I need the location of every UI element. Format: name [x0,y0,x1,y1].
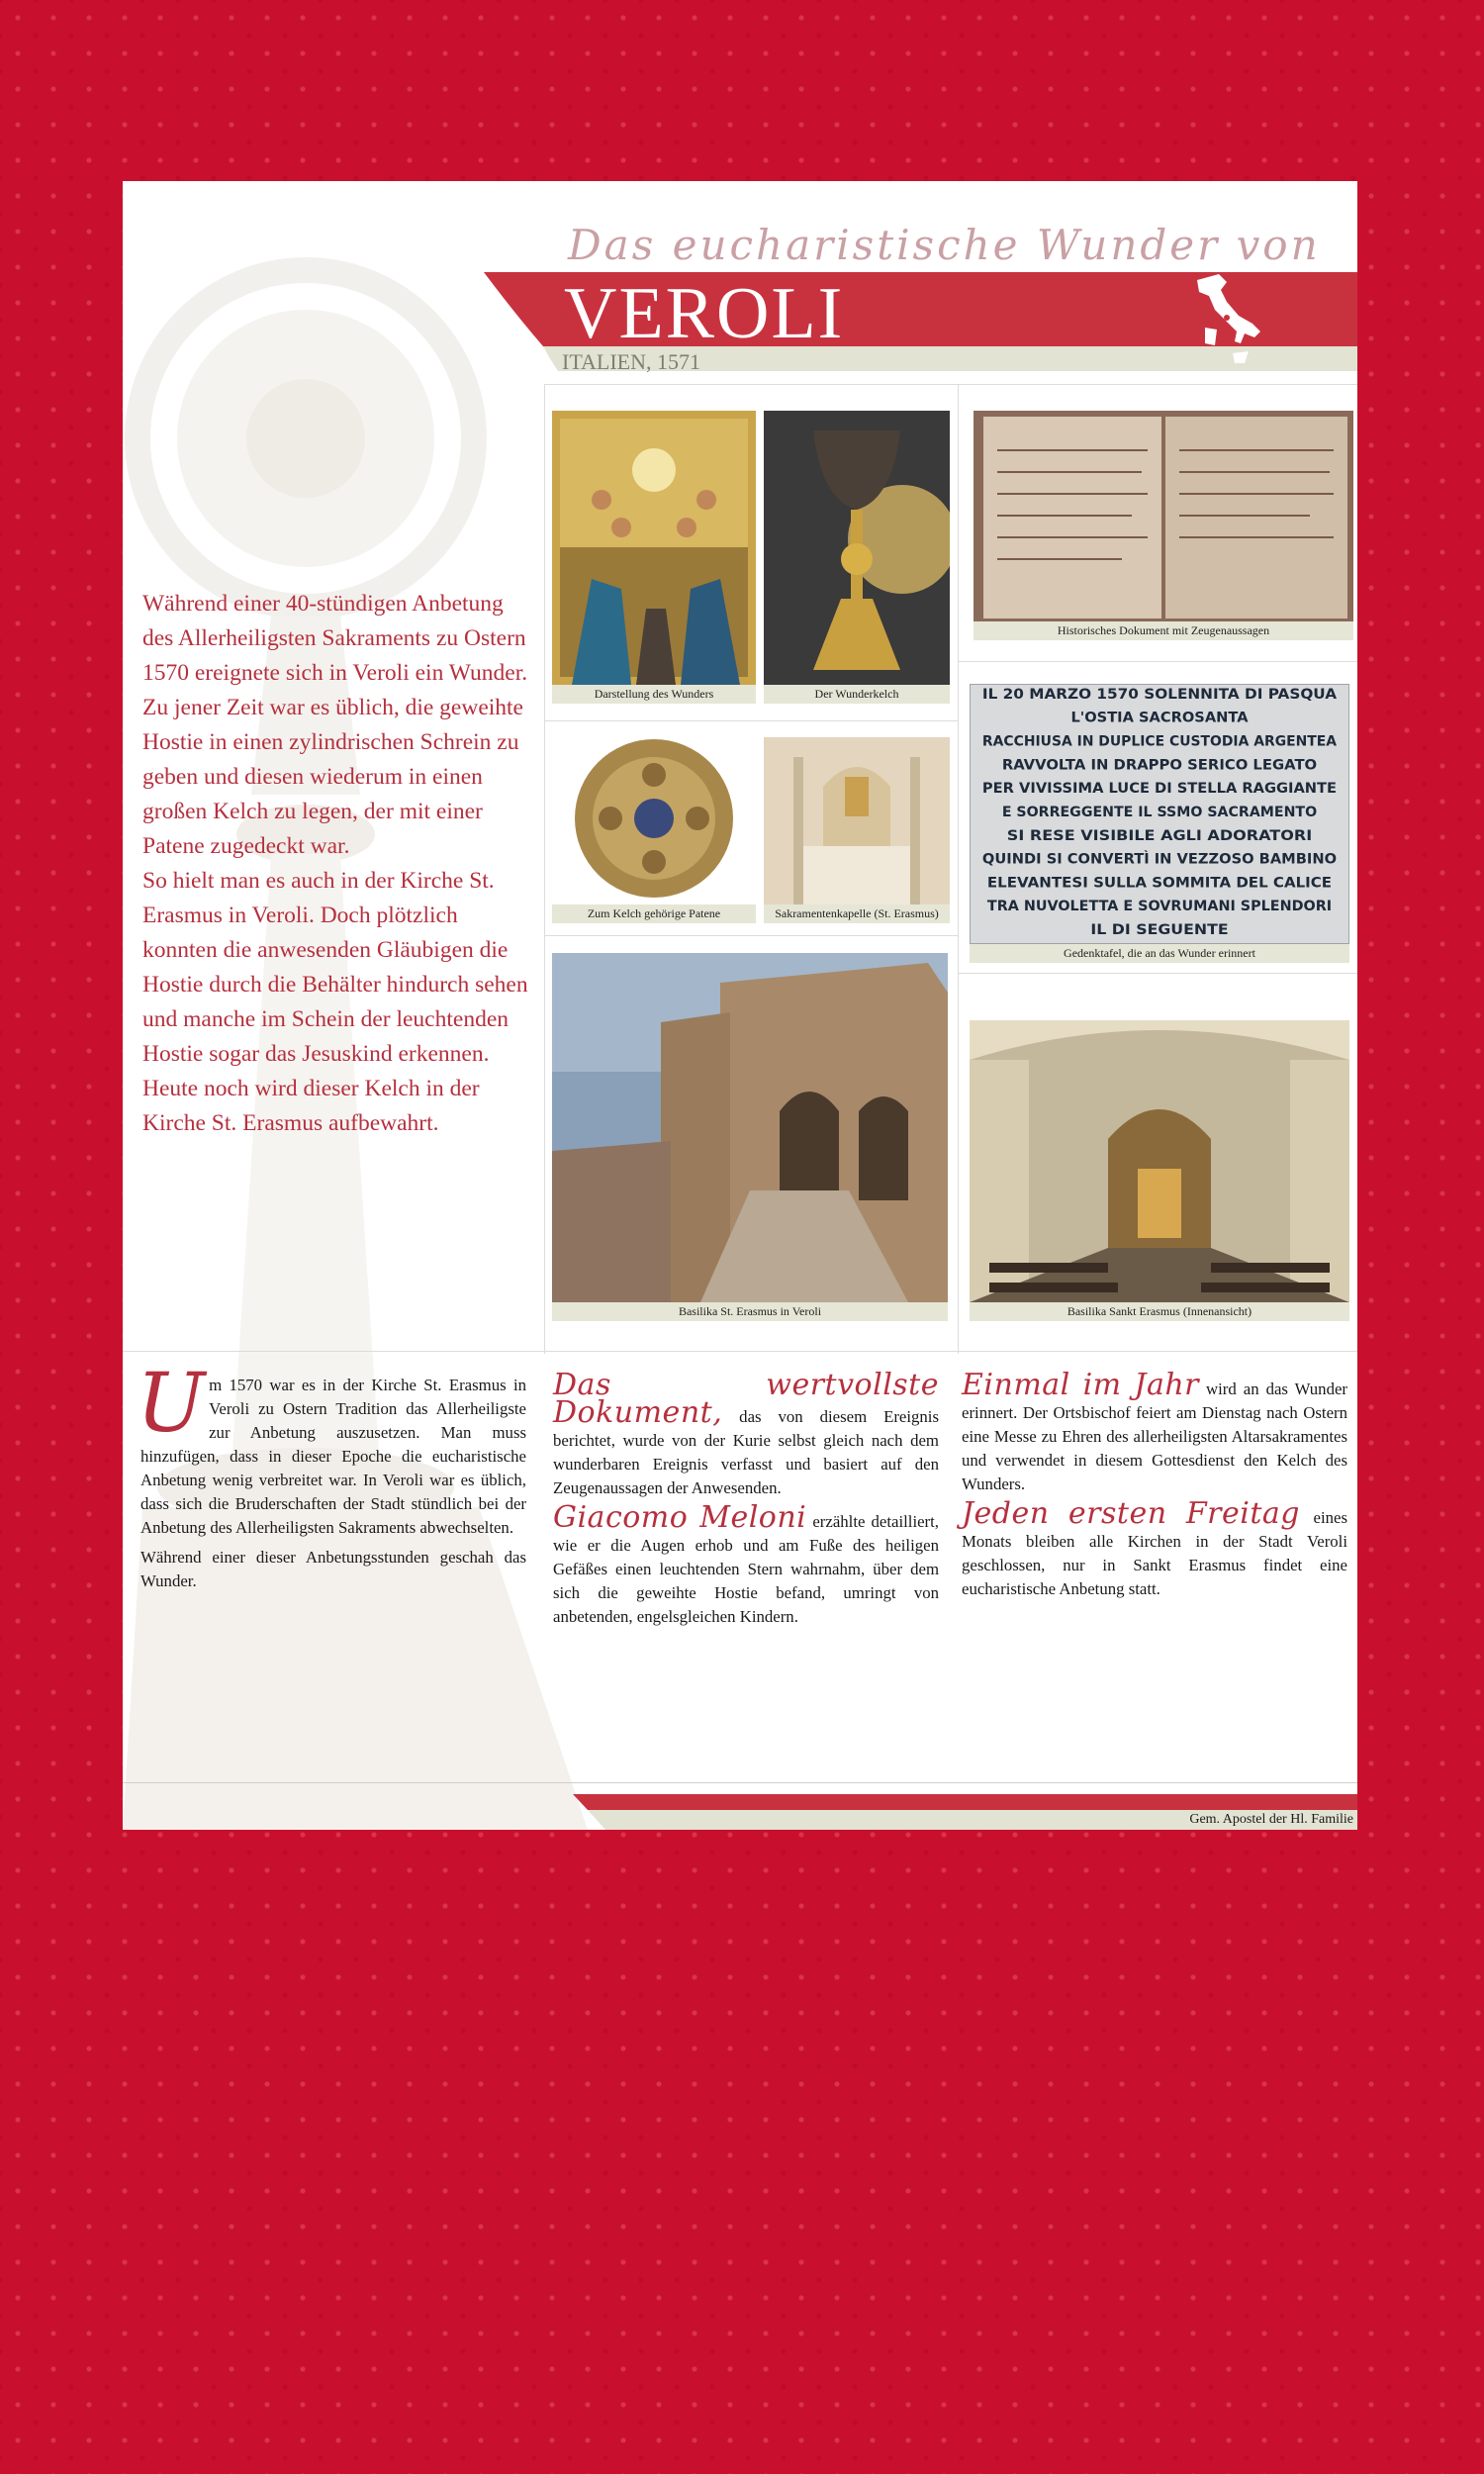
footer-credit: Gem. Apostel der Hl. Familie [1189,1812,1353,1827]
grid-divider [544,720,958,721]
text-column-1 [137,1357,526,1599]
plaque-line: QUINDI SI CONVERTÌ IN VEZZOSO BAMBINO [981,851,1320,868]
column-lead: Giacomo Meloni [553,1500,807,1535]
photo-caption: Historisches Dokument mit Zeugenaussagen [974,621,1353,640]
plaque-line: RACCHIUSA IN DUPLICE CUSTODIA ARGENTEA [981,733,1338,750]
column-lead: Jeden ersten Freitag [962,1496,1301,1531]
plaque-line: IL 20 MARZO 1570 SOLENNITA DI PASQUA [981,686,1338,703]
column-text: das von diesem Ereignis berichtet, wurde von der Kurie selbst gleich nach dem wunderbaren Ereignis verfasst und basiert auf den Zeugenaussagen der Anwesenden. [553,1407,939,1497]
photo-exterior [552,953,948,1321]
plaque-line: TRA NUVOLETTA E SOVRUMANI SPLENDORI [986,899,1333,915]
plaque-line: SI RESE VISIBILE AGLI ADORATORI [1006,827,1313,844]
footer-banner [123,1774,1357,1830]
grid-divider [958,384,959,1354]
photo-painting [552,411,756,704]
intro-text [142,587,528,1141]
intro-paragraph: Zu jener Zeit war es üblich, die geweihte Hostie in einen zylindrischen Schrein zu geben und diesen wiederum in einen großen Kelch zu legen, der mit einer Patene zugedeckt war. [142,695,523,859]
photo-chalice [764,411,950,704]
place-date: ITALIEN, 1571 [562,349,700,374]
grid-divider [544,384,545,1354]
chalice-image [764,411,950,685]
intro-paragraph: Während einer 40-stündigen Anbetung des Allerheiligsten Sakraments zu Ostern 1570 ereignete sich in Veroli ein Wunder. [142,591,528,686]
text-column-2 [553,1368,940,1635]
plaque-line: E SORREGGENTE IL SSMO SACRAMENTO [1001,804,1318,820]
photo-paten [552,737,756,923]
poster-panel [123,181,1357,1830]
photo-interior [970,1020,1349,1321]
photo-caption: Darstellung des Wunders [552,685,756,704]
photo-caption: Zum Kelch gehörige Patene [552,904,756,923]
intro-paragraph: So hielt man es auch in der Kirche St. Erasmus in Veroli. Doch plötzlich konnten die anwesenden Gläubigen die Hostie durch die Behälter hindurch sehen und manche im Schein der leuchtenden Hostie sogar das Jesuskind erkennen. [142,868,528,1067]
photo-caption: Basilika Sankt Erasmus (Innenansicht) [970,1302,1349,1321]
column-text: eines Monats bleiben alle Kirchen in der Stadt Veroli geschlossen, nur in Sankt Erasmus findet eine eucharistische Anbetung statt. [962,1508,1347,1598]
photo-chapel [764,737,950,923]
photo-caption: Sakramentenkapelle (St. Erasmus) [764,904,950,923]
header-subtitle: Das eucharistische Wunder von [568,221,1321,269]
dropcap: U [137,1357,206,1451]
paten-image [552,737,756,904]
photo-caption: Basilika St. Erasmus in Veroli [552,1302,948,1321]
column-text: erzählte detailliert, wie er die Augen erhob und am Fuße des heiligen Gefäßes einen leuchtenden Stern wahrnahm, über dem sich die geweihte Hostie befand, umringt von anbetenden, engelsgleichen Kindern. [553,1512,940,1626]
photo-caption: Gedenktafel, die an das Wunder erinnert [970,944,1349,963]
grid-divider [958,973,1357,974]
photo-document [974,411,1353,640]
plaque-line: RAVVOLTA IN DRAPPO SERICO LEGATO [1001,757,1318,774]
column-text: wird an das Wunder erinnert. Der Ortsbischof feiert am Dienstag nach Ostern eine Messe zu Ehren des allerheiligsten Altarsakramentes und verwendet in diesem Gottesdienst den Kelch des Wunders. [962,1380,1347,1493]
plaque-line: L'OSTIA SACROSANTA [1070,710,1249,726]
document-image [974,411,1353,621]
column-text: Während einer dieser Anbetungsstunden geschah das Wunder. [140,1548,526,1590]
plaque-line: PER VIVISSIMA LUCE DI STELLA RAGGIANTE [981,781,1338,798]
photo-plaque [970,684,1349,963]
column-text: m 1570 war es in der Kirche St. Erasmus in Veroli zu Ostern Tradition das Allerheiligste zur Anbetung auszusetzen. Man muss hinzufügen, dass in dieser Epoche die eucharistische Anbetung wenig verbreitet war. In Veroli war es üblich, dass sich die Bruderschaften der Stadt stündlich bei der Anbetung des Allerheiligsten Sakraments abwechselten. [140,1376,526,1537]
column-lead: Einmal im Jahr [962,1368,1200,1402]
plaque-line: IL DI SEGUENTE [1090,922,1229,939]
text-column-3 [962,1368,1347,1607]
interior-image [970,1020,1349,1302]
plaque-line: ELEVANTESI SULLA SOMMITA DEL CALICE [986,875,1333,892]
intro-paragraph: Heute noch wird dieser Kelch in der Kirche St. Erasmus aufbewahrt. [142,1076,480,1136]
italy-map-icon [1187,272,1266,367]
chapel-image [764,737,950,904]
grid-divider [958,661,1357,662]
main-title: VEROLI [564,273,845,354]
plaque-image [971,685,1348,943]
photo-caption: Der Wunderkelch [764,685,950,704]
grid-divider [544,384,1357,385]
grid-divider [123,1351,1357,1352]
column-lead: Das wertvollste Dokument, [553,1368,939,1430]
exterior-image [552,953,948,1302]
painting-image [552,411,756,685]
grid-divider [544,935,958,936]
